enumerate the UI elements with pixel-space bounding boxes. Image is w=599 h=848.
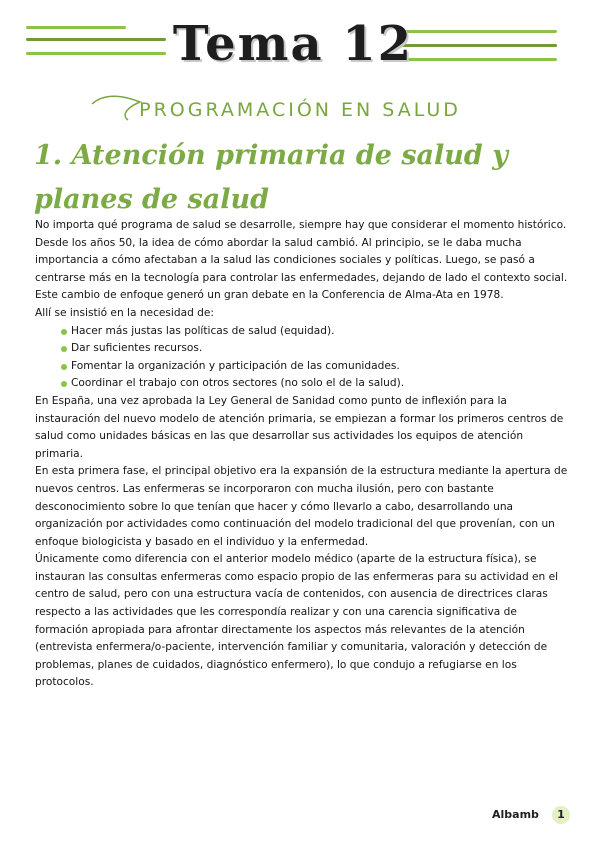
section-heading: 1. Atención primaria de salud y planes de salud [34,140,508,215]
page-number-badge: 1 [552,806,570,824]
header-line-left-bottom [26,52,166,55]
header-line-left-mid [26,38,166,41]
header-line-left-top [26,26,126,29]
header-line-right-bottom [397,58,557,61]
footer-brand: Albamb [492,808,539,821]
body-content [35,217,570,692]
paragraph: No importa qué programa de salud se desarrolle, siempre hay que considerar el momento histórico. [35,219,567,231]
paragraph: En España, una vez aprobada la Ley General de Sanidad como punto de inflexión para la instauración del nuevo modelo de atención primaria, se empiezan a formar los primeros centros de salud como unidades básicas en las que desarrollar sus actividades los equipos de atención primaria. [35,394,564,460]
list-item: Dar suficientes recursos. [61,340,570,358]
page-title: Tema 12 [172,16,414,72]
paragraph: Allí se insistió en la necesidad de: [35,306,214,319]
list-item: Coordinar el trabajo con otros sectores (no solo el de la salud). [61,375,570,393]
paragraph: En esta primera fase, el principal objetivo era la expansión de la estructura mediante la apertura de nuevos centros. Las enfermeras se incorporaron con mucha ilusión, pero con bastante desconocimiento sobre lo que tenían que hacer y cómo llevarlo a cabo, desarrollando una organización por actividades como continuación del modelo tradicional del que provenían, con un enfoque biologicista y basado en el individuo y la enfermedad. [35,465,568,548]
header-line-right-top [397,30,557,33]
bullet-list [35,323,570,393]
page-subtitle: PROGRAMACIÓN EN SALUD [139,99,461,121]
paragraph: Únicamente como diferencia con el anterior modelo médico (aparte de la estructura física), se instauran las consultas enfermeras como espacio propio de las enfermeras para su actividad en el centro de salud, pero con una estructura vacía de contenidos, con ausencia de directrices claras respecto a las actividades que les correspondía realizar y con una carencia significativa de formación apropiada para afrontar directamente los aspectos más relevantes de la atención (entrevista enfermera/o-paciente, intervención familiar y comunitaria, valoración y detección de problemas, planes de cuidados, diagnóstico enfermero), lo que condujo a refugiarse en los protocolos. [35,553,559,689]
paragraph: Desde los años 50, la idea de cómo abordar la salud cambió. Al principio, se le daba mucha importancia a cómo afectaban a la salud las condiciones sociales y políticas. Luego, se pasó a centrarse más en la tecnología para controlar las enfermedades, dejando de lado el contexto social. Este cambio de enfoque generó un gran debate en la Conferencia de Alma-Ata en 1978. [35,236,568,302]
list-item: Fomentar la organización y participación de las comunidades. [61,358,570,376]
list-item: Hacer más justas las políticas de salud (equidad). [61,323,570,341]
header-line-right-mid [397,44,557,47]
